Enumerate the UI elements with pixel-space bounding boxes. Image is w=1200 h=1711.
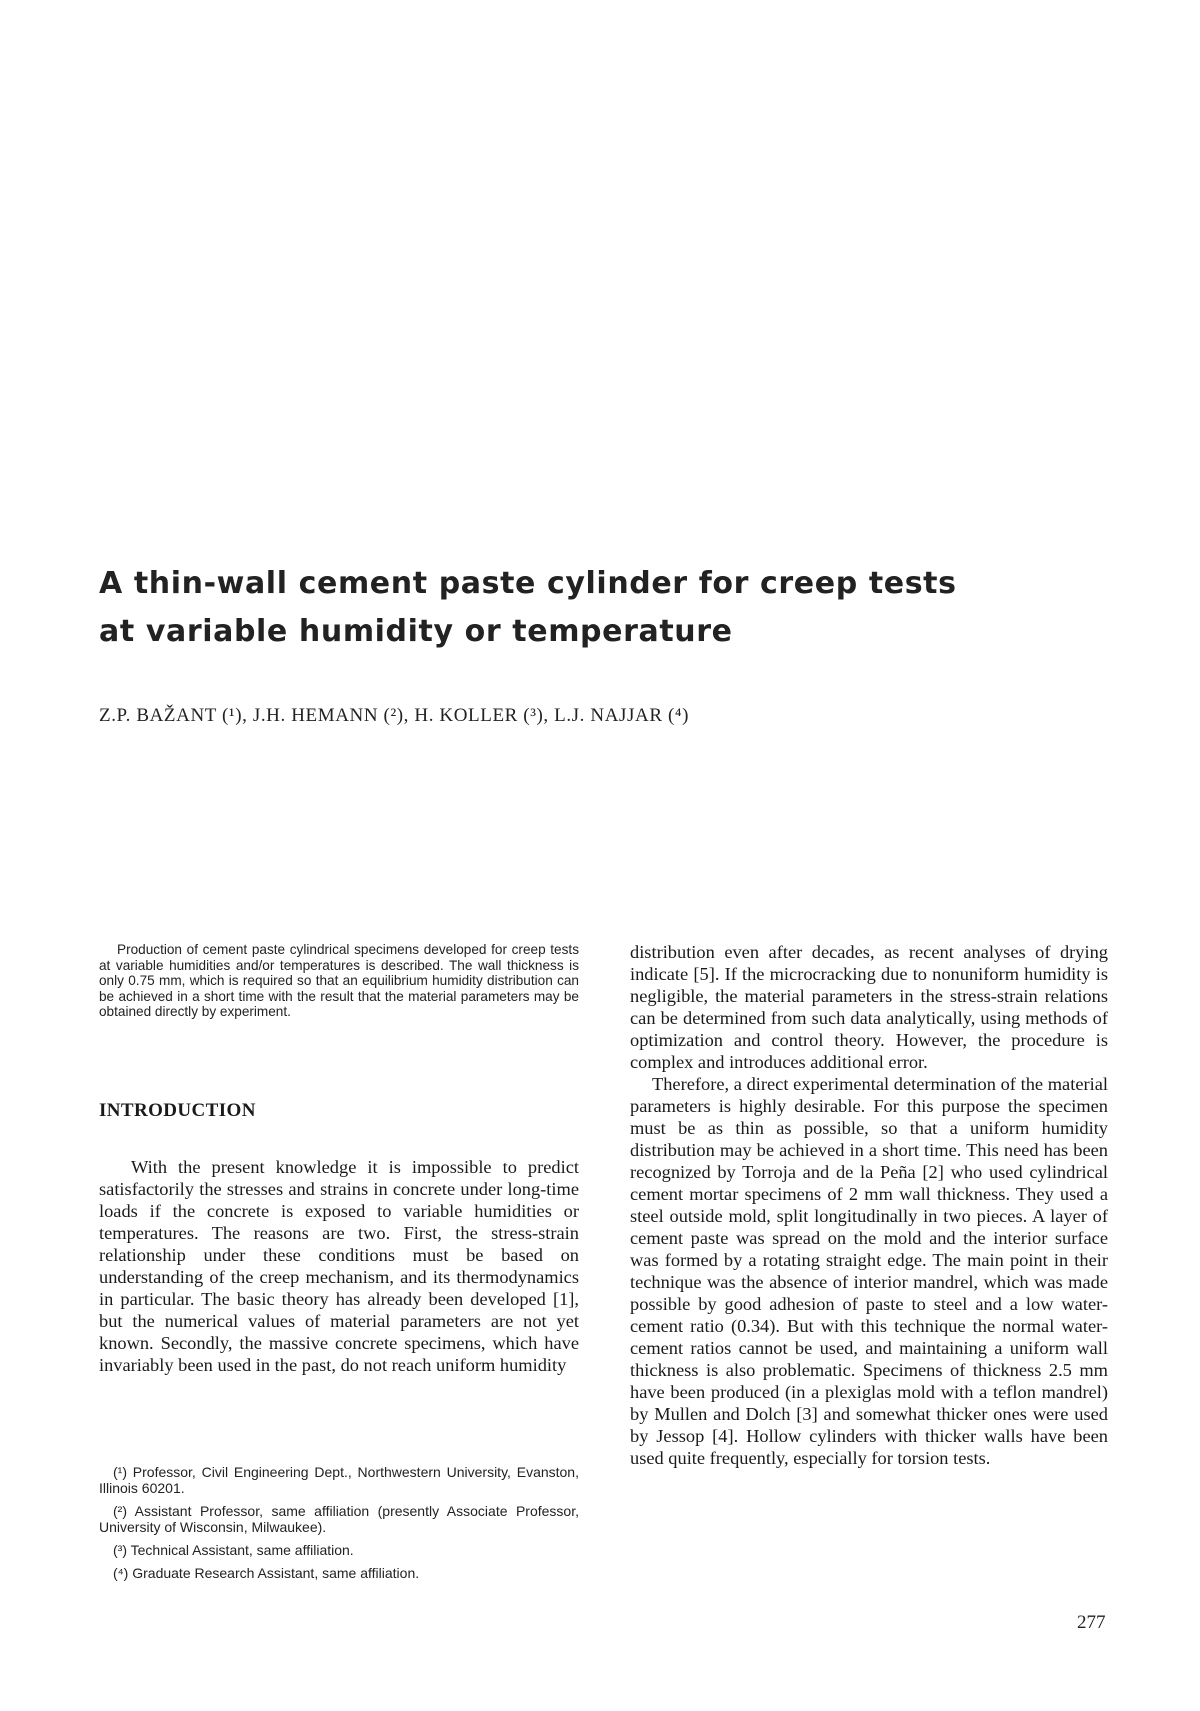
intro-paragraph: With the present knowledge it is impossible to predict satisfactorily the stresses and strains in concrete under long-time loads if the concrete is exposed to variable humidities or temperatures. The reasons are two. First, the stress-strain relationship under these conditions must be based on understanding of the creep mechanism, and its thermodynamics in particular. The basic theory has already been developed [1], but the numerical values of material parameters are not yet known. Secondly, the massive concrete specimens, which have invariably been used in the past, do not reach uniform humidity <box>99 1157 579 1375</box>
right-column <box>630 941 1108 1469</box>
footnotes <box>99 1464 579 1588</box>
footnote-3: (³) Technical Assistant, same affiliation. <box>113 1542 354 1558</box>
footnote-1: (¹) Professor, Civil Engineering Dept., Northwestern University, Evanston, Illinois 60201. <box>99 1464 579 1496</box>
left-column <box>99 942 579 1581</box>
author-list: Z.P. BAŽANT (¹), J.H. HEMANN (²), H. KOLLER (³), L.J. NAJJAR (⁴) <box>99 705 690 726</box>
paper-title <box>99 560 1059 656</box>
footnote-4: (⁴) Graduate Research Assistant, same affiliation. <box>113 1565 420 1581</box>
abstract: Production of cement paste cylindrical specimens developed for creep tests at variable humidities and/or temperatures is described. The wall thickness is only 0.75 mm, which is required so that an equilibrium humidity distribution can be achieved in a short time with the result that the material parameters may be obtained directly by experiment. <box>99 942 579 1019</box>
title-line-2: at variable humidity or temperature <box>99 614 733 649</box>
body-paragraph-1: distribution even after decades, as recent analyses of drying indicate [5]. If the microcracking due to nonuniform humidity is negligible, the material parameters in the stress-strain relations can be determined from such data analytically, using methods of optimization and control theory. However, the procedure is complex and introduces additional error. <box>630 942 1108 1072</box>
section-heading-introduction: INTRODUCTION <box>99 1100 256 1121</box>
page-number: 277 <box>1077 1612 1106 1633</box>
body-paragraph-2: Therefore, a direct experimental determination of the material parameters is highly desirable. For this purpose the specimen must be as thin as possible, so that a uniform humidity distribution may be achieved in a short time. This need has been recognized by Torroja and de la Peña [2] who used cylindrical cement mortar specimens of 2 mm wall thickness. They used a steel outside mold, split longitudinally in two pieces. A layer of cement paste was spread on the mold and the interior surface was formed by a rotating straight edge. The main point in their technique was the absence of interior mandrel, which was made possible by good adhesion of paste to steel and a low water-cement ratio (0.34). But with this technique the normal water-cement ratios cannot be used, and maintaining a uniform wall thickness is also problematic. Specimens of thickness 2.5 mm have been produced (in a plexiglas mold with a teflon mandrel) by Mullen and Dolch [3] and somewhat thicker ones were used by Jessop [4]. Hollow cylinders with thicker walls have been used quite frequently, especially for torsion tests. <box>630 1074 1108 1468</box>
footnote-2: (²) Assistant Professor, same affiliation (presently Associate Professor, University of Wisconsin, Milwaukee). <box>99 1503 579 1535</box>
title-line-1: A thin-wall cement paste cylinder for creep tests <box>99 566 957 601</box>
